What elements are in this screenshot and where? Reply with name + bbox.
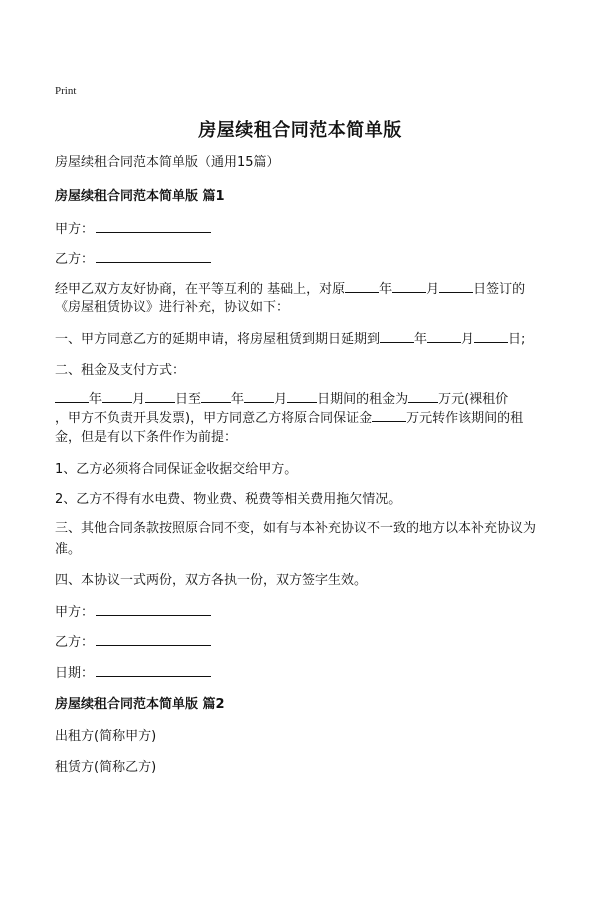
blank [55, 390, 89, 403]
section-heading-2: 房屋续租合同范本简单版 篇2 [55, 697, 225, 712]
rent-line-1 [55, 390, 508, 409]
rent-line-2-text: ，甲方不负责开具发票)，甲方同意乙方将原合同保证金 [55, 411, 373, 426]
sign-b-label: 乙方： [55, 635, 95, 650]
condition-1: 1、乙方必须将合同保证金收据交给甲方。 [55, 462, 298, 477]
blank [287, 390, 317, 403]
blank [145, 390, 175, 403]
sign-b-field [55, 632, 211, 652]
print-link[interactable]: Print [55, 85, 77, 97]
blank [102, 390, 132, 403]
rent-line-2 [55, 409, 523, 428]
document-subtitle: 房屋续租合同范本简单版（通用15篇） [55, 155, 280, 170]
party-b-field [55, 249, 211, 269]
blank [345, 280, 379, 293]
document-title: 房屋续租合同范本简单版 [198, 120, 402, 141]
clause-3: 三、其他合同条款按照原合同不变，如有与本补充协议不一致的地方以本补充协议为准。 [55, 521, 537, 557]
rent-period-text: 日期间的租金为 [317, 392, 409, 407]
rent-month-1: 月 [132, 392, 146, 407]
intro-line-1 [55, 280, 525, 299]
rent-month-2: 月 [274, 392, 288, 407]
blank [474, 330, 508, 343]
sign-a-label: 甲方： [55, 605, 95, 620]
blank [244, 390, 274, 403]
sign-date-blank [96, 663, 211, 677]
sign-date-label: 日期： [55, 666, 95, 681]
lessee-label: 租赁方(简称乙方) [55, 760, 157, 775]
section-heading-1: 房屋续租合同范本简单版 篇1 [55, 189, 225, 204]
intro-line-2: 《房屋租赁协议》进行补充，协议如下： [55, 300, 290, 315]
rent-year-2: 年 [231, 392, 245, 407]
sign-date-field [55, 663, 211, 683]
rent-day-1: 日至 [175, 392, 202, 407]
party-b-label: 乙方： [55, 252, 95, 267]
party-a-label: 甲方： [55, 222, 95, 237]
intro-text: 经甲乙双方友好协商，在平等互利的 基础上，对原 [55, 282, 346, 297]
intro-day: 日签订的 [473, 282, 526, 297]
party-a-blank [96, 219, 211, 233]
blank [380, 330, 414, 343]
clause-4: 四、本协议一式两份，双方各执一份，双方签字生效。 [55, 573, 368, 588]
clause-1-month: 月 [461, 332, 475, 347]
party-a-field [55, 219, 211, 239]
clause-1-day: 日; [508, 332, 526, 347]
rent-line-2-tail: 万元转作该期间的租 [406, 411, 524, 426]
intro-year: 年 [379, 282, 393, 297]
rent-unit: 万元(裸租价 [438, 392, 509, 407]
blank [372, 409, 406, 422]
party-b-blank [96, 249, 211, 263]
condition-2: 2、乙方不得有水电费、物业费、税费等相关费用拖欠情况。 [55, 492, 402, 507]
blank [408, 390, 438, 403]
sign-a-blank [96, 602, 211, 616]
intro-month: 月 [426, 282, 440, 297]
blank [439, 280, 473, 293]
blank [201, 390, 231, 403]
sign-b-blank [96, 632, 211, 646]
clause-1-text: 一、甲方同意乙方的延期申请，将房屋租赁到期日延期到 [55, 332, 381, 347]
sign-a-field [55, 602, 211, 622]
blank [392, 280, 426, 293]
clause-1-year: 年 [414, 332, 428, 347]
lessor-label: 出租方(简称甲方) [55, 729, 157, 744]
clause-2-heading: 二、租金及支付方式： [55, 363, 186, 378]
clause-1 [55, 330, 525, 349]
rent-line-3: 金，但是有以下条件作为前提： [55, 430, 238, 445]
rent-year-1: 年 [89, 392, 103, 407]
blank [427, 330, 461, 343]
